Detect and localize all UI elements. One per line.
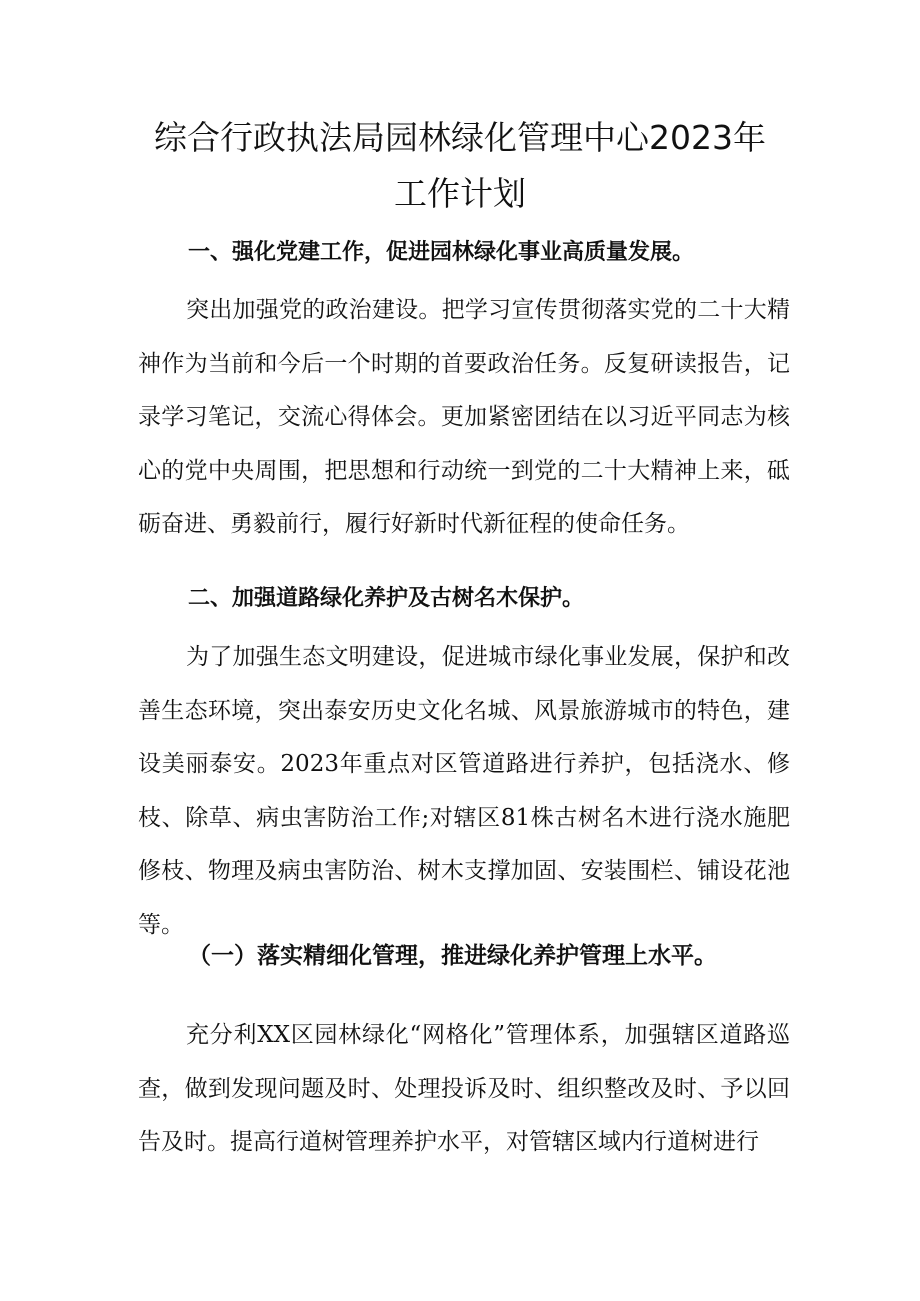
document-title-line-1: 综合行政执法局园林绿化管理中心2023年 <box>154 118 766 157</box>
section-1-heading: 一、强化党建工作，促进园林绿化事业高质量发展。 <box>188 240 695 265</box>
document-title-line-2: 工作计划 <box>394 174 526 213</box>
section-2-paragraph: 为了加强生态文明建设，促进城市绿化事业发展，保护和改善生态环境，突出泰安历史文化名城、风景旅游城市的特色，建设美丽泰安。2023年重点对区管道路进行养护，包括浇水、修枝、除草、病虫害防治工作;对辖区81株古树名木进行浇水施肥修枝、物理及病虫害防治、树木支撑加固、安装围栏、铺设花池等。 <box>138 644 790 938</box>
section-1-paragraph: 突出加强党的政治建设。把学习宣传贯彻落实党的二十大精神作为当前和今后一个时期的首要政治任务。反复研读报告，记录学习笔记，交流心得体会。更加紧密团结在以习近平同志为核心的党中央周围，把思想和行动统一到党的二十大精神上来，砥砺奋进、勇毅前行，履行好新时代新征程的使命任务。 <box>138 297 790 538</box>
subsection-1-heading: （一）落实精细化管理，推进绿化养护管理上水平。 <box>188 942 717 969</box>
section-2-heading: 二、加强道路绿化养护及古树名木保护。 <box>188 586 585 611</box>
subsection-1-paragraph: 充分利XX区园林绿化“网格化”管理体系，加强辖区道路巡查，做到发现问题及时、处理投诉及时、组织整改及时、予以回告及时。提高行道树管理养护水平，对管辖区域内行道树进行 <box>138 1022 790 1156</box>
